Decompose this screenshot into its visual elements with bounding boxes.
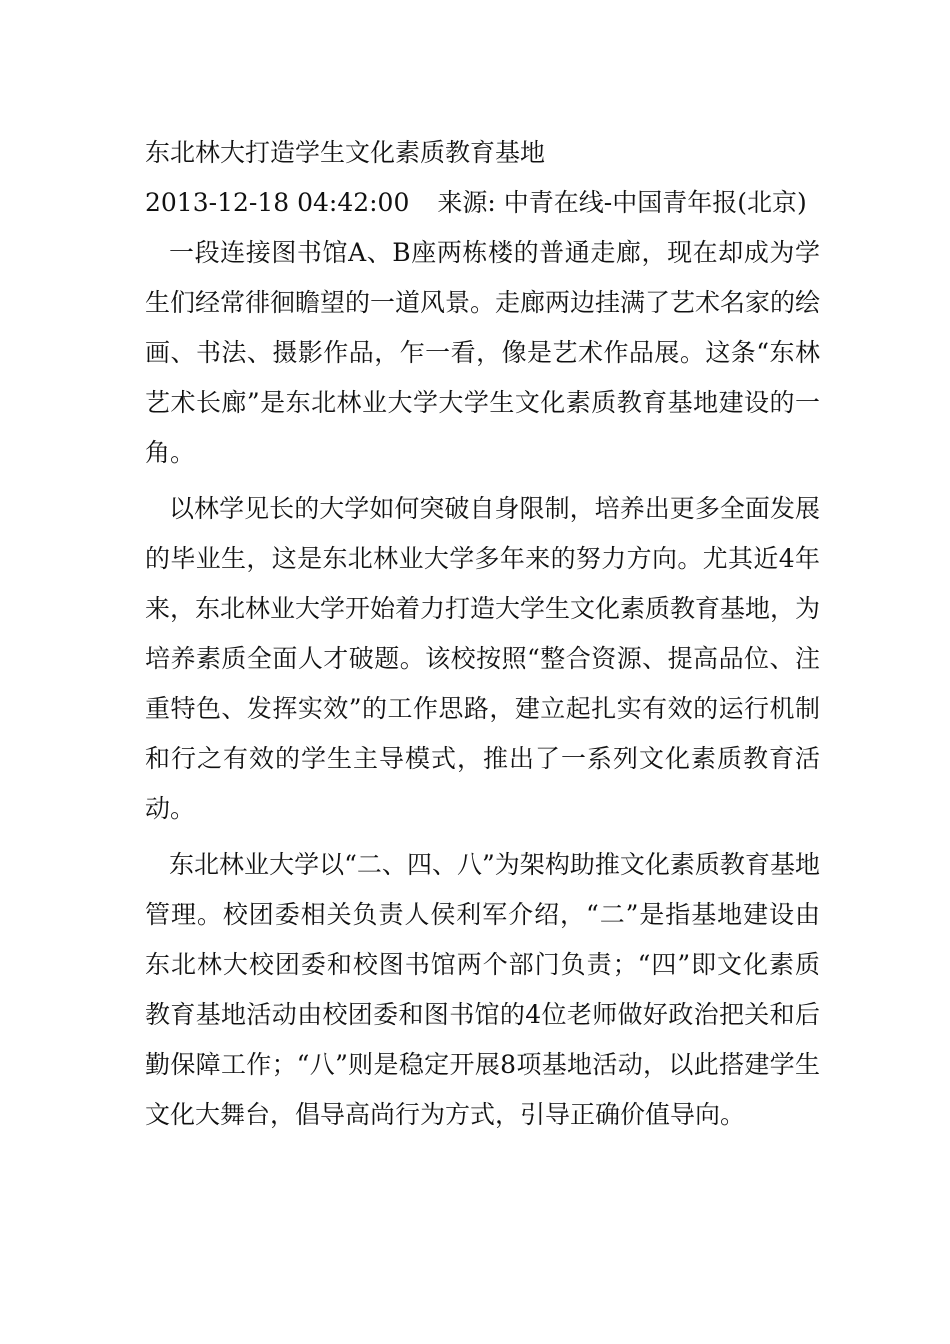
article-paragraph: 一段连接图书馆A、B座两栋楼的普通走廊，现在却成为学生们经常徘徊瞻望的一道风景。走廊两边挂满了艺术名家的绘画、书法、摄影作品，乍一看，像是艺术作品展。这条“东林艺术长廊”是东北林业大学大学生文化素质教育基地建设的一角。 bbox=[145, 238, 821, 467]
article-paragraph: 以林学见长的大学如何突破自身限制，培养出更多全面发展的毕业生，这是东北林业大学多年来的努力方向。尤其近4年来，东北林业大学开始着力打造大学生文化素质教育基地，为培养素质全面人才破题。该校按照“整合资源、提高品位、注重特色、发挥实效”的工作思路，建立起扎实有效的运行机制和行之有效的学生主导模式，推出了一系列文化素质教育活动。 bbox=[145, 494, 821, 823]
article-source: 来源: 中青在线-中国青年报(北京) bbox=[437, 188, 807, 217]
article-body bbox=[145, 128, 820, 1140]
article-title: 东北林大打造学生文化素质教育基地 bbox=[145, 138, 546, 167]
article-meta bbox=[145, 178, 820, 228]
article-datetime: 2013-12-18 04:42:00 bbox=[145, 188, 410, 217]
article-paragraph: 东北林业大学以“二、四、八”为架构助推文化素质教育基地管理。校团委相关负责人侯利军介绍，“二”是指基地建设由东北林大校团委和校图书馆两个部门负责；“四”即文化素质教育基地活动由校团委和图书馆的4位老师做好政治把关和后勤保障工作；“八”则是稳定开展8项基地活动，以此搭建学生文化大舞台，倡导高尚行为方式，引导正确价值导向。 bbox=[145, 850, 820, 1129]
